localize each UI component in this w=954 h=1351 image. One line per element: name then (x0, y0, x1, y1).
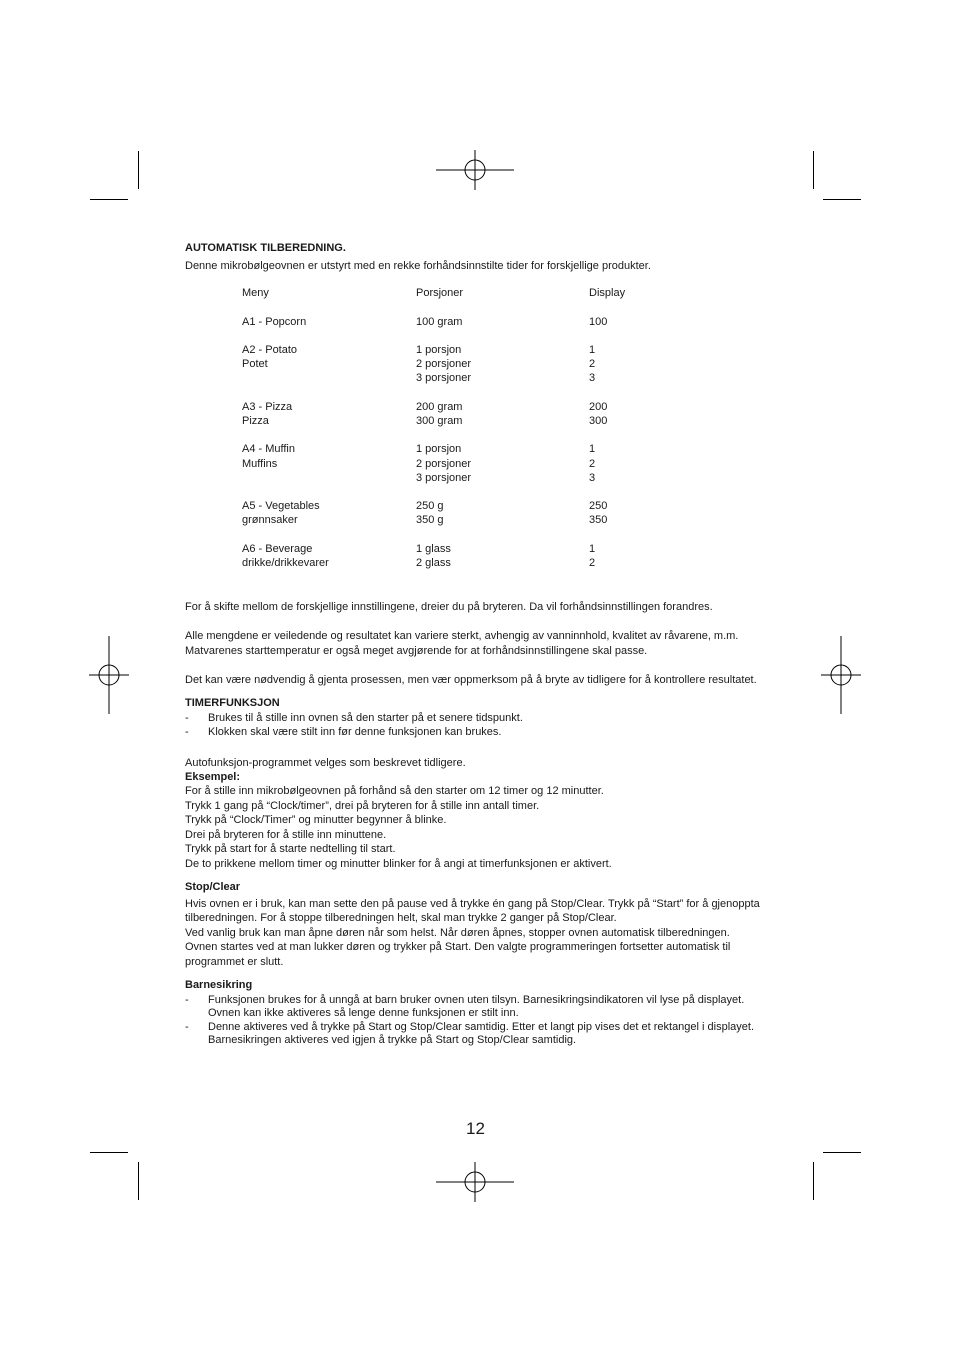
list-item-continuation: Barnesikringen aktiveres ved igjen å trykke på Start og Stop/Clear samtidig. (208, 1034, 577, 1046)
table-cell: 3 porsjoner (416, 372, 472, 384)
table-cell: 1 (589, 344, 596, 356)
table-cell: 250 g (416, 500, 444, 512)
table-cell: Potet (242, 358, 268, 370)
table-cell: A5 - Vegetables (242, 500, 320, 512)
crop-mark (138, 151, 139, 189)
crop-mark (90, 1152, 128, 1153)
bullet-dash: - (185, 712, 189, 724)
section-heading: AUTOMATISK TILBEREDNING. (185, 242, 346, 254)
example-line: Trykk på start for å starte nedtelling til start. (185, 843, 396, 855)
page-number: 12 (466, 1119, 485, 1138)
paragraph: Matvarenes starttemperatur er også meget avgjørende for at forhåndsinnstillingene skal passe. (185, 645, 648, 657)
intro-text: Denne mikrobølgeovnen er utstyrt med en rekke forhåndsinnstilte tider for forskjellige produkter. (185, 260, 651, 272)
table-cell: 100 (589, 316, 608, 328)
table-header: Porsjoner (416, 287, 464, 299)
example-line: De to prikkene mellom timer og minutter blinker for å angi at timerfunksjonen er aktivert. (185, 858, 612, 870)
table-header: Meny (242, 287, 269, 299)
table-cell: 2 (589, 557, 596, 569)
table-cell: 2 porsjoner (416, 458, 472, 470)
paragraph-line: Hvis ovnen er i bruk, kan man sette den på pause ved å trykke én gang på Stop/Clear. Trykk på “Start” for å gjenoppta (185, 898, 760, 910)
crop-mark (90, 199, 128, 200)
paragraph-line: Ved vanlig bruk kan man åpne døren når som helst. Når døren åpnes, stopper ovnen automatisk tilberedningen. (185, 927, 730, 939)
table-cell: 1 (589, 443, 596, 455)
section-heading: Barnesikring (185, 979, 253, 991)
table-cell: 350 g (416, 514, 444, 526)
table-cell: A3 - Pizza (242, 401, 293, 413)
table-cell: A6 - Beverage (242, 543, 313, 555)
table-cell: 2 (589, 458, 596, 470)
table-cell: 2 porsjoner (416, 358, 472, 370)
registration-mark-icon (436, 1143, 514, 1221)
table-cell: 2 (589, 358, 596, 370)
table-cell: Pizza (242, 415, 269, 427)
bullet-dash: - (185, 994, 189, 1006)
bullet-dash: - (185, 726, 189, 738)
table-header: Display (589, 287, 626, 299)
example-line: Trykk på “Clock/Timer” og minutter begynner å blinke. (185, 814, 447, 826)
bullet-dash: - (185, 1021, 189, 1033)
table-cell: 350 (589, 514, 608, 526)
example-line: For å stille inn mikrobølgeovnen på forhånd så den starter om 12 timer og 12 minutter. (185, 785, 604, 797)
table-cell: 250 (589, 500, 608, 512)
list-item-continuation: Ovnen kan ikke aktiveres så lenge denne funksjonen er stilt inn. (208, 1007, 519, 1019)
table-cell: 1 (589, 543, 596, 555)
paragraph: Alle mengdene er veiledende og resultatet kan variere sterkt, avhengig av vanninnhold, kvalitet av råvarene, m.m. (185, 630, 739, 642)
list-item: Funksjonen brukes for å unngå at barn bruker ovnen uten tilsyn. Barnesikringsindikatoren vil lyse på displayet. (208, 994, 745, 1006)
crop-mark (138, 1162, 139, 1200)
table-cell: A2 - Potato (242, 344, 298, 356)
registration-mark-icon (436, 131, 514, 209)
paragraph-line: Ovnen startes ved at man lukker døren og trykker på Start. Den valgte programmeringen fortsetter automatisk til (185, 941, 731, 953)
example-line: Drei på bryteren for å stille inn minuttene. (185, 829, 387, 841)
list-item: Denne aktiveres ved å trykke på Start og Stop/Clear samtidig. Etter et langt pip vises det et rektangel i displayet. (208, 1021, 755, 1033)
table-cell: drikke/drikkevarer (242, 557, 329, 569)
crop-mark (813, 1162, 814, 1200)
table-cell: 3 (589, 472, 596, 484)
table-cell: 1 porsjon (416, 443, 462, 455)
crop-mark (823, 199, 861, 200)
crop-mark (813, 151, 814, 189)
table-cell: 100 gram (416, 316, 463, 328)
table-cell: 3 (589, 372, 596, 384)
table-cell: grønnsaker (242, 514, 298, 526)
table-cell: A1 - Popcorn (242, 316, 307, 328)
list-item: Klokken skal være stilt inn før denne funksjonen kan brukes. (208, 726, 502, 738)
table-cell: 3 porsjoner (416, 472, 472, 484)
section-heading: Stop/Clear (185, 881, 241, 893)
paragraph-line: tilberedningen. For å stoppe tilberedningen helt, skal man trykke 2 ganger på Stop/Clear. (185, 912, 617, 924)
paragraph-line: programmet er slutt. (185, 956, 284, 968)
paragraph: Autofunksjon-programmet velges som beskrevet tidligere. (185, 757, 466, 769)
table-cell: 300 (589, 415, 608, 427)
table-cell: 1 porsjon (416, 344, 462, 356)
table-cell: A4 - Muffin (242, 443, 295, 455)
crop-mark (823, 1152, 861, 1153)
registration-mark-icon (802, 636, 880, 714)
table-cell: Muffins (242, 458, 278, 470)
example-label: Eksempel: (185, 771, 241, 783)
example-line: Trykk 1 gang på “Clock/timer”, drei på bryteren for å stille inn antall timer. (185, 800, 540, 812)
paragraph: Det kan være nødvendig å gjenta prosessen, men vær oppmerksom på å bryte av tidligere for å kontrollere resultatet. (185, 674, 757, 686)
registration-mark-icon (70, 636, 148, 714)
paragraph: For å skifte mellom de forskjellige innstillingene, dreier du på bryteren. Da vil forhåndsinnstillingen forandres. (185, 601, 713, 613)
table-cell: 300 gram (416, 415, 463, 427)
section-heading: TIMERFUNKSJON (185, 697, 280, 709)
table-cell: 200 gram (416, 401, 463, 413)
table-cell: 200 (589, 401, 608, 413)
table-cell: 1 glass (416, 543, 451, 555)
table-cell: 2 glass (416, 557, 451, 569)
list-item: Brukes til å stille inn ovnen så den starter på et senere tidspunkt. (208, 712, 523, 724)
